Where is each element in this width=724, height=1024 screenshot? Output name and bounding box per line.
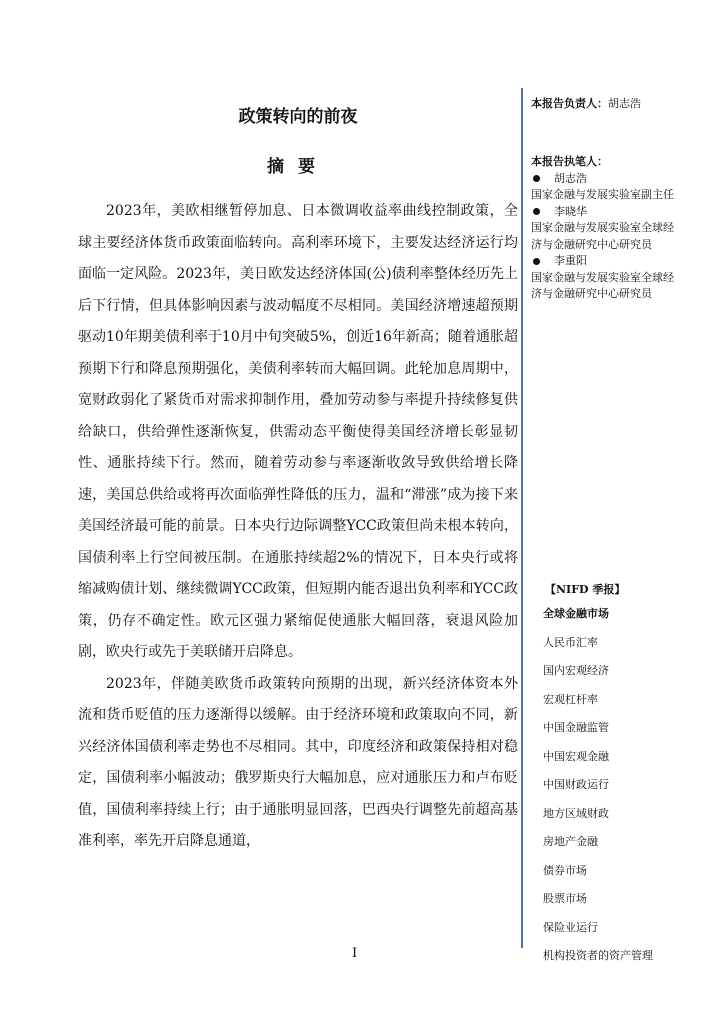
nifd-item: 债券市场 xyxy=(543,863,587,877)
nifd-series-list xyxy=(531,604,681,975)
main-column xyxy=(78,100,518,858)
author-2 xyxy=(531,204,681,221)
nifd-item: 中国金融监管 xyxy=(543,721,609,734)
nifd-item: 全球金融市场 xyxy=(543,607,609,620)
bullet-icon xyxy=(533,175,540,182)
author-name: 李重阳 xyxy=(554,254,587,267)
author-1 xyxy=(531,171,681,188)
nifd-item: 地方区域财政 xyxy=(543,806,609,820)
nifd-item: 中国财政运行 xyxy=(543,778,609,791)
nifd-item: 国内宏观经济 xyxy=(543,664,609,677)
bullet-icon xyxy=(533,258,540,265)
nifd-item: 人民币汇率 xyxy=(543,635,598,649)
authors-block xyxy=(531,154,681,303)
bullet-icon xyxy=(533,208,540,215)
nifd-item: 房地产金融 xyxy=(543,835,598,848)
nifd-item: 中国宏观金融 xyxy=(543,749,609,763)
authors-label: 本报告执笔人： xyxy=(531,155,608,168)
responsible-name: 胡志浩 xyxy=(608,97,641,110)
report-title: 政策转向的前夜 xyxy=(238,107,358,127)
responsible-line xyxy=(531,96,681,113)
nifd-item: 机构投资者的资产管理 xyxy=(543,949,653,962)
author-affiliation: 国家金融与发展实验室全球经济与金融研究中心研究员 xyxy=(531,221,674,251)
author-name: 李晓华 xyxy=(554,204,587,218)
nifd-series-title: 【NIFD 季报】 xyxy=(545,583,626,596)
page-number: I xyxy=(352,946,358,961)
author-3 xyxy=(531,253,681,270)
responsible-label: 本报告负责人： xyxy=(531,97,608,110)
abstract-paragraph-2: 2023年，伴随美欧货币政策转向预期的出现，新兴经济体资本外流和货币贬值的压力逐渐得以缓解。由于经济环境和政策取向不同，新兴经济体国债利率走势也不尽相同。其中，印度经济和政策保持相对稳定，国债利率小幅波动；俄罗斯央行大幅加息，应对通胀压力和卢布贬值，国债利率持续上行；由于通胀明显回落，巴西央行调整先前超高基准利率，率先开启降息通道， xyxy=(78,675,518,849)
nifd-item: 股票市场 xyxy=(543,892,587,905)
nifd-item: 宏观杠杆率 xyxy=(543,692,598,706)
nifd-item: 保险业运行 xyxy=(543,920,598,934)
author-affiliation: 国家金融与发展实验室全球经济与金融研究中心研究员 xyxy=(531,270,674,300)
abstract-heading: 摘要 xyxy=(267,157,329,177)
sidebar-divider xyxy=(521,88,523,948)
author-affiliation: 国家金融与发展实验室副主任 xyxy=(531,188,674,201)
author-name: 胡志浩 xyxy=(554,171,587,185)
abstract-paragraph-1: 2023年，美欧相继暂停加息、日本微调收益率曲线控制政策，全球主要经济体货币政策面临转向。高利率环境下，主要发达经济运行均面临一定风险。2023年，美日欧发达经济体国(公)债利率整体经历先上后下行情，但具体影响因素与波动幅度不尽相同。美国经济增速超预期驱动10年期美债利率于10月中旬突破5%，创近16年新高；随着通胀超预期下行和降息预期强化，美债利率转而大幅回调。此轮加息周期中，宽财政弱化了紧货币对需求抑制作用，叠加劳动参与率提升持续修复供给缺口，供给弹性逐渐恢复，供需动态平衡使得美国经济增长彰显韧性、通胀持续下行。然而，随着劳动参与率逐渐收敛导致供给增长降速，美国总供给或将再次面临弹性降低的压力，温和“滞涨”成为接下来美国经济最可能的前景。日本央行边际调整YCC政策但尚未根本转向，国债利率上行空间被压制。在通胀持续超2%的情况下，日本央行或将缩减购债计划、继续微调YCC政策，但短期内能否退出负利率和YCC政策，仍存不确定性。欧元区强力紧缩促使通胀大幅回落，衰退风险加剧，欧央行或先于美联储开启降息。 xyxy=(78,203,518,660)
